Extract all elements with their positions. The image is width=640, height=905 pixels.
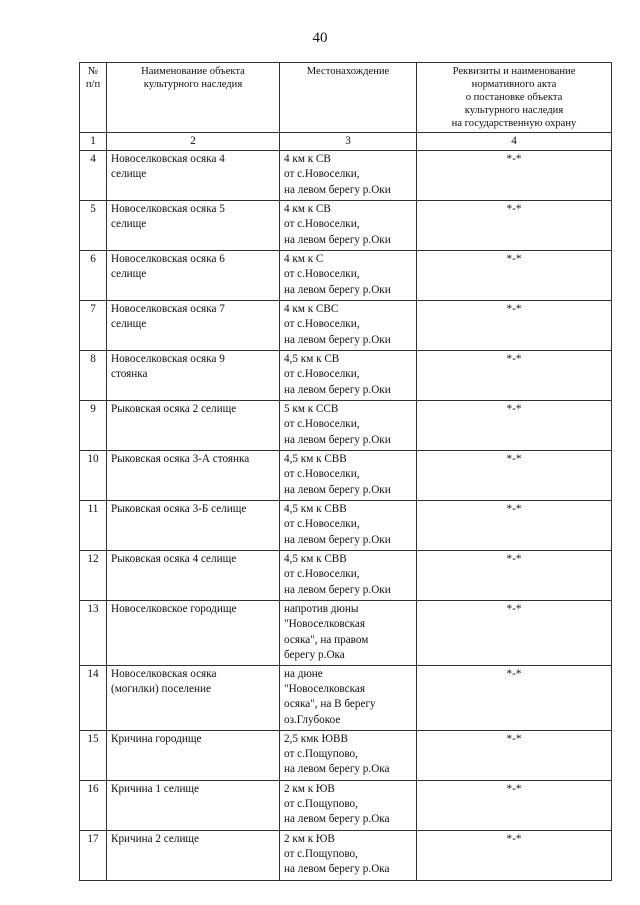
location-line: на левом берегу р.Оки xyxy=(284,183,391,196)
row-number: 17 xyxy=(80,830,107,880)
requisites: *-* xyxy=(417,730,612,780)
location-line: 4 км к СВ xyxy=(284,203,331,216)
table-row xyxy=(80,730,612,780)
location-line: от с.Новоселки, xyxy=(284,568,360,581)
location-line: на левом берегу р.Оки xyxy=(284,583,391,596)
location-line: 2 км к ЮВ xyxy=(284,832,335,845)
column-number-row xyxy=(80,133,612,151)
object-location xyxy=(280,401,417,451)
object-location xyxy=(280,351,417,401)
column-number: 4 xyxy=(417,133,612,151)
object-location xyxy=(280,780,417,830)
requisites: *-* xyxy=(417,501,612,551)
table-row xyxy=(80,151,612,201)
object-location xyxy=(280,201,417,251)
object-name-line: селище xyxy=(111,318,147,331)
location-line: 4,5 км к СВВ xyxy=(284,553,347,566)
location-line: на левом берегу р.Оки xyxy=(284,283,391,296)
row-number: 5 xyxy=(80,201,107,251)
object-location xyxy=(280,151,417,201)
object-name xyxy=(107,501,280,551)
object-location xyxy=(280,251,417,301)
object-name-line: Новоселковская осяка xyxy=(111,668,217,681)
location-line: "Новоселковская xyxy=(284,683,365,696)
location-line: на левом берегу р.Оки xyxy=(284,333,391,346)
object-name xyxy=(107,201,280,251)
table-header-row xyxy=(80,63,612,133)
row-number: 12 xyxy=(80,551,107,601)
requisites: *-* xyxy=(417,830,612,880)
requisites: *-* xyxy=(417,251,612,301)
location-line: берегу р.Ока xyxy=(284,648,345,661)
object-name-line: Новоселковская осяка 7 xyxy=(111,303,225,316)
object-name-line: (могилки) поселение xyxy=(111,683,211,696)
object-name-line: Новоселковская осяка 9 xyxy=(111,353,225,366)
requisites: *-* xyxy=(417,551,612,601)
row-number: 11 xyxy=(80,501,107,551)
table-row xyxy=(80,301,612,351)
object-name-line: Кричина городище xyxy=(111,732,202,745)
table-row xyxy=(80,551,612,601)
object-name-line: Новоселковская осяка 5 xyxy=(111,203,225,216)
location-line: на левом берегу р.Ока xyxy=(284,813,390,826)
row-number: 16 xyxy=(80,780,107,830)
location-line: оз.Глубокое xyxy=(284,713,341,726)
object-name-line: Новоселковская осяка 4 xyxy=(111,153,225,166)
location-line: на левом берегу р.Оки xyxy=(284,483,391,496)
object-location xyxy=(280,451,417,501)
column-number: 3 xyxy=(280,133,417,151)
table-row xyxy=(80,451,612,501)
table-row xyxy=(80,830,612,880)
location-line: 4,5 км к СВ xyxy=(284,353,340,366)
object-name xyxy=(107,451,280,501)
object-location xyxy=(280,301,417,351)
location-line: от с.Пощупово, xyxy=(284,748,358,761)
requisites: *-* xyxy=(417,301,612,351)
location-line: 4,5 км к СВВ xyxy=(284,453,347,466)
object-name-line: стоянка xyxy=(111,368,148,381)
object-location xyxy=(280,666,417,731)
table-row xyxy=(80,201,612,251)
requisites: *-* xyxy=(417,666,612,731)
object-name-line: Рыковская осяка 4 селище xyxy=(111,553,237,566)
location-line: на левом берегу р.Оки xyxy=(284,433,391,446)
object-name-line: селище xyxy=(111,168,147,181)
location-line: от с.Новоселки, xyxy=(284,418,360,431)
location-line: "Новоселковская xyxy=(284,618,365,631)
object-name xyxy=(107,151,280,201)
column-number: 2 xyxy=(107,133,280,151)
requisites: *-* xyxy=(417,780,612,830)
header-location: Местонахождение xyxy=(280,63,417,133)
table-row xyxy=(80,251,612,301)
location-line: напротив дюны xyxy=(284,603,359,616)
row-number: 15 xyxy=(80,730,107,780)
table-row xyxy=(80,351,612,401)
location-line: 4 км к СВС xyxy=(284,303,339,316)
location-line: от с.Новоселки, xyxy=(284,468,360,481)
object-name xyxy=(107,351,280,401)
object-name xyxy=(107,401,280,451)
table-row xyxy=(80,501,612,551)
requisites: *-* xyxy=(417,601,612,666)
location-line: от с.Новоселки, xyxy=(284,318,360,331)
header-number: № п/п xyxy=(80,63,107,133)
row-number: 14 xyxy=(80,666,107,731)
row-number: 10 xyxy=(80,451,107,501)
location-line: 5 км к ССВ xyxy=(284,403,339,416)
location-line: от с.Новоселки, xyxy=(284,518,360,531)
location-line: от с.Новоселки, xyxy=(284,268,360,281)
object-location xyxy=(280,730,417,780)
column-number: 1 xyxy=(80,133,107,151)
location-line: на дюне xyxy=(284,668,323,681)
location-line: на левом берегу р.Оки xyxy=(284,533,391,546)
header-requisites: Реквизиты и наименование нормативного акта о постановке объекта культурного наследия на государственную охрану xyxy=(417,63,612,133)
location-line: 2,5 кмк ЮВВ xyxy=(284,732,348,745)
location-line: осяка", на правом xyxy=(284,633,369,646)
row-number: 7 xyxy=(80,301,107,351)
table-body xyxy=(80,151,612,881)
location-line: осяка", на В берегу xyxy=(284,698,376,711)
object-name-line: селище xyxy=(111,218,147,231)
requisites: *-* xyxy=(417,451,612,501)
row-number: 6 xyxy=(80,251,107,301)
location-line: 4 км к СВ xyxy=(284,153,331,166)
row-number: 4 xyxy=(80,151,107,201)
requisites: *-* xyxy=(417,351,612,401)
row-number: 9 xyxy=(80,401,107,451)
object-name-line: Рыковская осяка 3-Б селище xyxy=(111,503,247,516)
location-line: на левом берегу р.Ока xyxy=(284,863,390,876)
location-line: на левом берегу р.Ока xyxy=(284,763,390,776)
object-name-line: Новоселковская осяка 6 xyxy=(111,253,225,266)
table-row xyxy=(80,601,612,666)
requisites: *-* xyxy=(417,401,612,451)
location-line: на левом берегу р.Оки xyxy=(284,383,391,396)
object-location xyxy=(280,601,417,666)
location-line: от с.Пощупово, xyxy=(284,798,358,811)
location-line: 4,5 км к СВВ xyxy=(284,503,347,516)
requisites: *-* xyxy=(417,201,612,251)
object-name xyxy=(107,601,280,666)
object-name xyxy=(107,780,280,830)
object-name-line: селище xyxy=(111,268,147,281)
table-row xyxy=(80,401,612,451)
object-name xyxy=(107,251,280,301)
object-name-line: Рыковская осяка 2 селище xyxy=(111,403,237,416)
object-name-line: Кричина 1 селище xyxy=(111,782,200,795)
header-object-name: Наименование объекта культурного наследия xyxy=(107,63,280,133)
location-line: 4 км к С xyxy=(284,253,324,266)
row-number: 13 xyxy=(80,601,107,666)
object-name-line: Новоселковское городище xyxy=(111,603,237,616)
location-line: от с.Новоселки, xyxy=(284,168,360,181)
location-line: от с.Пощупово, xyxy=(284,848,358,861)
object-location xyxy=(280,830,417,880)
object-name xyxy=(107,551,280,601)
table-row xyxy=(80,666,612,731)
row-number: 8 xyxy=(80,351,107,401)
heritage-objects-table xyxy=(79,62,612,881)
object-name xyxy=(107,730,280,780)
object-name-line: Рыковская осяка 3-А стоянка xyxy=(111,453,250,466)
object-location xyxy=(280,501,417,551)
page-number: 40 xyxy=(312,30,328,46)
location-line: 2 км к ЮВ xyxy=(284,782,335,795)
location-line: на левом берегу р.Оки xyxy=(284,233,391,246)
object-name xyxy=(107,830,280,880)
object-location xyxy=(280,551,417,601)
object-name xyxy=(107,666,280,731)
object-name xyxy=(107,301,280,351)
location-line: от с.Новоселки, xyxy=(284,368,360,381)
requisites: *-* xyxy=(417,151,612,201)
object-name-line: Кричина 2 селище xyxy=(111,832,200,845)
table-row xyxy=(80,780,612,830)
location-line: от с.Новоселки, xyxy=(284,218,360,231)
